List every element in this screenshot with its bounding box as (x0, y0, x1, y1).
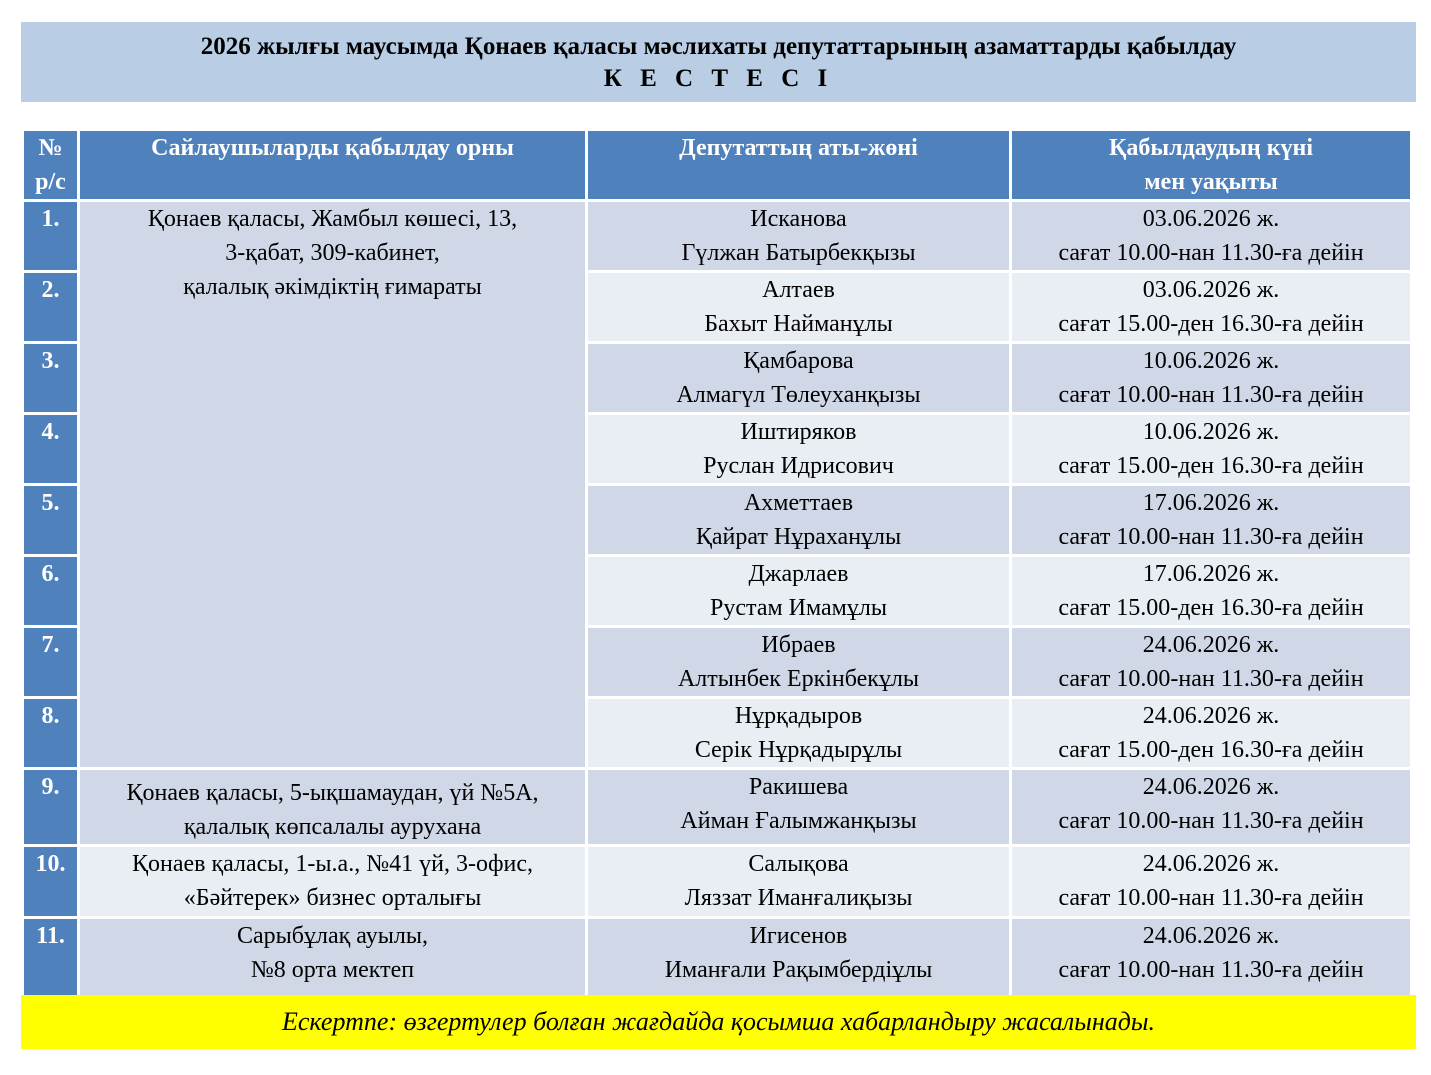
reception-time: сағат 10.00-нан 11.30-ға дейін (1058, 666, 1364, 692)
deputy-name: Айман Ғалымжанқызы (680, 808, 917, 834)
reception-time: сағат 15.00-ден 16.30-ға дейін (1058, 737, 1364, 763)
reception-date: 17.06.2026 ж. (1142, 490, 1280, 516)
table-row (23, 918, 1412, 998)
row-number: 9. (23, 769, 79, 846)
deputy-surname: Ахметтаев (743, 490, 854, 516)
deputy-cell (587, 272, 1011, 343)
row-number: 3. (23, 343, 79, 414)
deputy-surname: Джарлаев (748, 561, 849, 587)
deputy-name: Иманғали Рақымбердіұлы (664, 957, 933, 983)
place-cell (79, 846, 587, 918)
header-date-line-1: Қабылдаудың күні (1108, 135, 1314, 161)
deputy-cell (587, 343, 1011, 414)
place-line: қалалық көпсалалы аурухана (183, 814, 482, 840)
deputy-surname: Исканова (750, 206, 847, 232)
reception-time: сағат 15.00-ден 16.30-ға дейін (1058, 595, 1364, 621)
place-line: №8 орта мектеп (250, 957, 415, 983)
deputy-surname: Нұрқадыров (734, 703, 863, 729)
date-cell (1011, 769, 1412, 846)
place-cell (79, 201, 587, 769)
place-line: Қонаев қаласы, 5-ықшамаудан, үй №5А, (126, 780, 539, 806)
deputy-cell (587, 485, 1011, 556)
deputy-surname: Салықова (748, 851, 849, 877)
row-number: 4. (23, 414, 79, 485)
table-row (23, 769, 1412, 846)
date-cell (1011, 918, 1412, 998)
row-number: 7. (23, 627, 79, 698)
table-row (23, 201, 1412, 272)
row-number: 5. (23, 485, 79, 556)
reception-time: сағат 10.00-нан 11.30-ға дейін (1058, 382, 1364, 408)
place-cell (79, 769, 587, 846)
header-number-line-2: р/с (35, 169, 66, 195)
date-cell (1011, 343, 1412, 414)
reception-time: сағат 10.00-нан 11.30-ға дейін (1058, 885, 1364, 911)
deputy-name: Алтынбек Еркінбекұлы (677, 666, 920, 692)
reception-time: сағат 10.00-нан 11.30-ға дейін (1058, 808, 1364, 834)
date-cell (1011, 698, 1412, 769)
reception-date: 24.06.2026 ж. (1142, 632, 1280, 658)
deputy-name: Қайрат Нұраханұлы (695, 524, 902, 550)
reception-date: 24.06.2026 ж. (1142, 703, 1280, 729)
deputy-cell (587, 698, 1011, 769)
row-number: 6. (23, 556, 79, 627)
title-line-1: 2026 жылғы маусымда Қонаев қаласы мәслихаты депутаттарының азаматтарды қабылдау (200, 33, 1237, 60)
header-row (23, 130, 1412, 201)
deputy-surname: Ибраев (761, 632, 836, 658)
deputy-surname: Иштиряков (740, 419, 857, 445)
reception-date: 24.06.2026 ж. (1142, 774, 1280, 800)
row-number: 2. (23, 272, 79, 343)
deputy-cell (587, 627, 1011, 698)
reception-date: 10.06.2026 ж. (1142, 419, 1280, 445)
row-number: 10. (23, 846, 79, 918)
deputy-cell (587, 201, 1011, 272)
reception-time: сағат 10.00-нан 11.30-ға дейін (1058, 240, 1364, 266)
reception-date: 24.06.2026 ж. (1142, 851, 1280, 877)
place-line: Қонаев қаласы, 1-ы.а., №41 үй, 3-офис, (132, 851, 533, 877)
header-deputy: Депутаттың аты-жөні (587, 130, 1011, 201)
date-cell (1011, 272, 1412, 343)
date-cell (1011, 846, 1412, 918)
deputy-name: Ляззат Иманғалиқызы (684, 885, 913, 911)
place-line: Қонаев қаласы, Жамбыл көшесі, 13, (147, 206, 518, 232)
deputy-name: Гүлжан Батырбекқызы (681, 240, 916, 266)
header-number (23, 130, 79, 201)
deputy-name: Рустам Имамұлы (710, 595, 887, 621)
footnote: Ескертпе: өзгертулер болған жағдайда қосымша хабарландыру жасалынады. (21, 995, 1416, 1049)
header-place: Сайлаушыларды қабылдау орны (79, 130, 587, 201)
deputy-name: Руслан Идрисович (703, 453, 894, 479)
deputy-cell (587, 769, 1011, 846)
place-line: 3-қабат, 309-кабинет, (225, 240, 440, 266)
row-number: 1. (23, 201, 79, 272)
place-line: Сарыбұлақ ауылы, (237, 923, 428, 949)
row-number: 8. (23, 698, 79, 769)
deputy-name: Серік Нұрқадырұлы (694, 737, 903, 763)
schedule-table (21, 128, 1413, 999)
date-cell (1011, 201, 1412, 272)
deputy-surname: Ракишева (748, 774, 849, 800)
deputy-cell (587, 414, 1011, 485)
place-cell (79, 918, 587, 998)
deputy-name: Бахыт Найманұлы (704, 311, 893, 337)
reception-time: сағат 15.00-ден 16.30-ға дейін (1058, 311, 1364, 337)
deputy-cell (587, 918, 1011, 998)
date-cell (1011, 556, 1412, 627)
deputy-surname: Алтаев (762, 277, 835, 303)
reception-time: сағат 10.00-нан 11.30-ға дейін (1058, 524, 1364, 550)
header-number-line-1: № (38, 135, 63, 161)
header-date-line-2: мен уақыты (1144, 169, 1278, 195)
deputy-surname: Қамбарова (743, 348, 854, 374)
deputy-cell (587, 846, 1011, 918)
reception-date: 03.06.2026 ж. (1142, 206, 1280, 232)
deputy-name: Алмагүл Төлеуханқызы (676, 382, 921, 408)
reception-date: 10.06.2026 ж. (1142, 348, 1280, 374)
date-cell (1011, 627, 1412, 698)
place-line: «Бәйтерек» бизнес орталығы (183, 885, 482, 911)
document-title (21, 22, 1416, 102)
date-cell (1011, 485, 1412, 556)
reception-date: 17.06.2026 ж. (1142, 561, 1280, 587)
row-number: 11. (23, 918, 79, 998)
reception-date: 03.06.2026 ж. (1142, 277, 1280, 303)
title-line-2: К Е С Т Е С І (603, 65, 834, 92)
reception-time: сағат 10.00-нан 11.30-ға дейін (1058, 957, 1364, 983)
deputy-surname: Игисенов (749, 923, 848, 949)
place-line: қалалық әкімдіктің ғимараты (183, 274, 482, 300)
table-row (23, 846, 1412, 918)
header-date-time (1011, 130, 1412, 201)
reception-date: 24.06.2026 ж. (1142, 923, 1280, 949)
date-cell (1011, 414, 1412, 485)
reception-time: сағат 15.00-ден 16.30-ға дейін (1058, 453, 1364, 479)
deputy-cell (587, 556, 1011, 627)
